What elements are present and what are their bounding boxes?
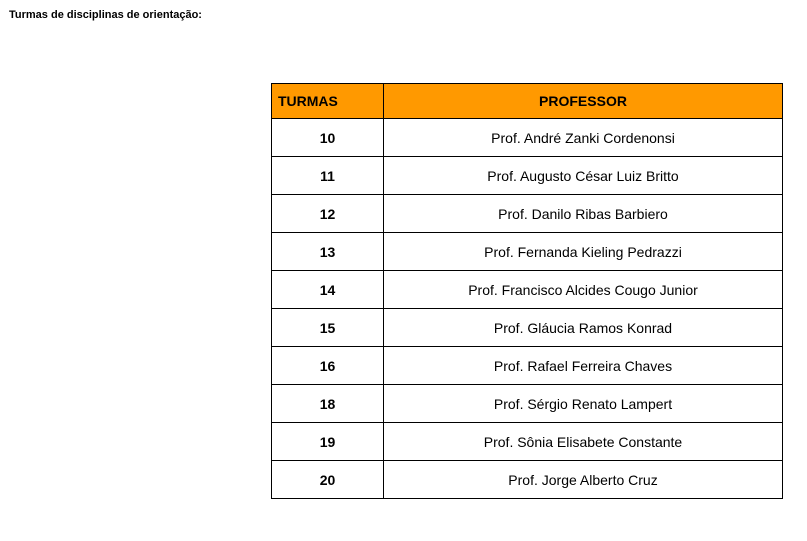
turma-cell: 15: [272, 309, 384, 347]
table-row: [272, 309, 783, 347]
turma-cell: 20: [272, 461, 384, 499]
turmas-table-container: [271, 83, 783, 499]
turmas-table: [271, 83, 783, 499]
professor-cell: Prof. Rafael Ferreira Chaves: [384, 347, 783, 385]
turma-cell: 12: [272, 195, 384, 233]
professor-cell: Prof. Francisco Alcides Cougo Junior: [384, 271, 783, 309]
page-title: Turmas de disciplinas de orientação:: [9, 9, 202, 21]
column-header-professor: PROFESSOR: [384, 84, 783, 119]
professor-cell: Prof. Danilo Ribas Barbiero: [384, 195, 783, 233]
turma-cell: 14: [272, 271, 384, 309]
table-row: [272, 157, 783, 195]
turma-cell: 18: [272, 385, 384, 423]
table-row: [272, 423, 783, 461]
turma-cell: 19: [272, 423, 384, 461]
turma-cell: 13: [272, 233, 384, 271]
table-row: [272, 233, 783, 271]
turma-cell: 11: [272, 157, 384, 195]
table-row: [272, 461, 783, 499]
professor-cell: Prof. André Zanki Cordenonsi: [384, 119, 783, 157]
professor-cell: Prof. Sérgio Renato Lampert: [384, 385, 783, 423]
table-row: [272, 195, 783, 233]
turma-cell: 10: [272, 119, 384, 157]
table-row: [272, 385, 783, 423]
professor-cell: Prof. Augusto César Luiz Britto: [384, 157, 783, 195]
table-row: [272, 119, 783, 157]
table-row: [272, 347, 783, 385]
professor-cell: Prof. Fernanda Kieling Pedrazzi: [384, 233, 783, 271]
table-row: [272, 271, 783, 309]
turma-cell: 16: [272, 347, 384, 385]
professor-cell: Prof. Sônia Elisabete Constante: [384, 423, 783, 461]
column-header-turmas: TURMAS: [272, 84, 384, 119]
professor-cell: Prof. Gláucia Ramos Konrad: [384, 309, 783, 347]
professor-cell: Prof. Jorge Alberto Cruz: [384, 461, 783, 499]
table-header-row: [272, 84, 783, 119]
